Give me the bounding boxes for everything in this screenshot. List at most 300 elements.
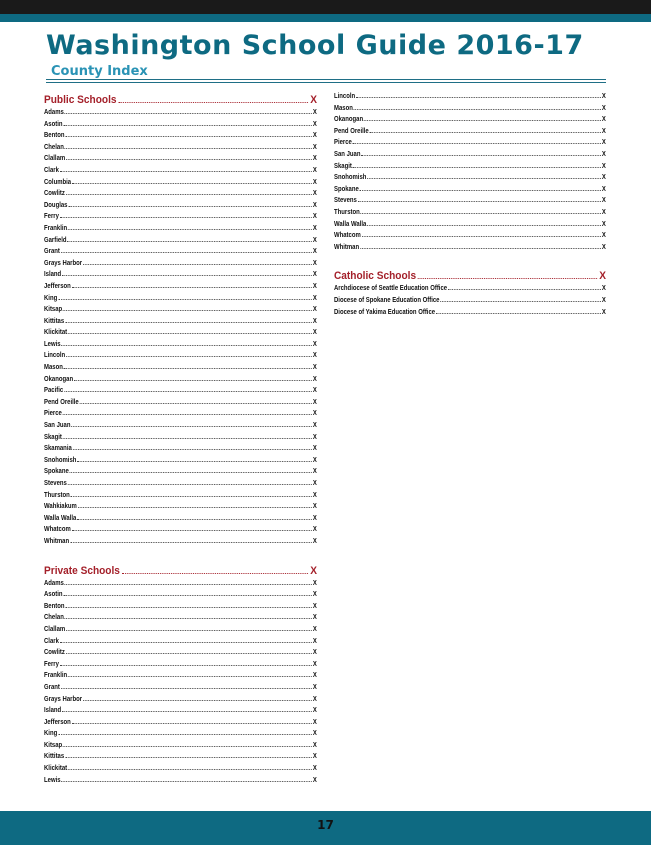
page-ref: X	[312, 602, 317, 610]
county-name: Archdiocese of Seattle Education Office	[334, 285, 448, 293]
county-entry	[44, 386, 317, 398]
county-entry	[334, 284, 606, 296]
dot-leader	[60, 166, 312, 172]
dot-leader	[436, 308, 601, 314]
page-ref: X	[312, 271, 317, 279]
county-entry	[44, 351, 317, 363]
county-name: Skagit	[334, 162, 352, 170]
county-name: Walla Walla	[334, 220, 367, 228]
county-name: Benton	[44, 602, 65, 610]
page-ref: X	[312, 340, 317, 348]
page-ref: X	[312, 741, 317, 749]
county-entry	[44, 247, 317, 259]
county-entry	[44, 660, 317, 672]
county-name: Franklin	[44, 224, 68, 232]
dot-leader	[68, 224, 312, 230]
index-column-left	[44, 94, 317, 787]
county-entry	[44, 502, 317, 514]
county-name: Franklin	[44, 672, 68, 680]
dot-leader	[360, 185, 601, 191]
dot-leader	[60, 637, 312, 643]
dot-leader	[440, 296, 601, 302]
county-name: Pend Oreille	[44, 398, 79, 406]
dot-leader	[68, 671, 312, 677]
county-name: Island	[44, 707, 62, 715]
dot-leader	[354, 104, 601, 110]
dot-leader	[80, 398, 312, 404]
page-ref: X	[312, 306, 317, 314]
county-name: Ferry	[44, 213, 59, 221]
dot-leader	[58, 729, 312, 735]
county-entry	[44, 776, 317, 788]
section-page-ref: X	[599, 270, 607, 283]
county-entry	[44, 683, 317, 695]
county-entry	[44, 590, 317, 602]
dot-leader	[68, 479, 312, 485]
county-entry	[334, 296, 606, 308]
page-ref: X	[312, 178, 317, 186]
header-rule-top	[46, 79, 606, 80]
county-list	[334, 92, 606, 254]
county-entry	[44, 154, 317, 166]
page-ref: X	[312, 591, 317, 599]
dot-leader	[65, 108, 312, 114]
page-ref: X	[601, 243, 606, 251]
county-name: Clallam	[44, 155, 66, 163]
page-ref: X	[601, 93, 606, 100]
county-name: Clark	[44, 166, 59, 174]
page-ref: X	[601, 296, 606, 304]
page-ref: X	[312, 730, 317, 738]
county-name: Chelan	[44, 614, 64, 622]
section-heading	[334, 270, 606, 284]
page-ref: X	[312, 433, 317, 441]
index-column-right	[334, 92, 606, 319]
county-entry	[334, 220, 606, 232]
dot-leader	[63, 305, 312, 311]
dot-leader	[353, 162, 601, 168]
dot-leader	[72, 718, 312, 724]
county-entry	[44, 718, 317, 730]
county-name: King	[44, 294, 58, 302]
page-ref: X	[601, 104, 606, 112]
dot-leader	[64, 386, 312, 392]
page-ref: X	[312, 294, 317, 302]
page-ref: X	[312, 625, 317, 633]
dot-leader	[83, 259, 312, 265]
dot-leader	[77, 456, 312, 462]
county-entry	[44, 433, 317, 445]
index-section	[44, 94, 317, 549]
page-ref: X	[312, 248, 317, 256]
county-entry	[44, 305, 317, 317]
county-entry	[334, 243, 606, 255]
dot-leader	[448, 284, 601, 290]
top-teal-bar	[0, 14, 651, 22]
county-entry	[44, 131, 317, 143]
county-name: Snohomish	[44, 456, 77, 464]
index-section	[44, 565, 317, 788]
page-ref: X	[312, 375, 317, 383]
county-name: Clark	[44, 637, 59, 645]
dot-leader	[358, 196, 601, 202]
county-entry	[44, 224, 317, 236]
dot-leader	[77, 514, 312, 520]
page-ref: X	[312, 718, 317, 726]
header-rule-bottom	[46, 82, 606, 83]
page-ref: X	[312, 224, 317, 232]
page-ref: X	[601, 150, 606, 158]
county-entry	[334, 115, 606, 127]
dot-leader	[63, 590, 312, 596]
county-entry	[334, 138, 606, 150]
page-ref: X	[312, 649, 317, 657]
county-entry	[44, 456, 317, 468]
county-name: Lewis	[44, 340, 61, 348]
county-entry	[44, 178, 317, 190]
county-list	[44, 579, 317, 788]
page-ref: X	[312, 660, 317, 668]
county-name: Pacific	[44, 387, 64, 395]
county-entry	[44, 108, 317, 120]
page-ref: X	[601, 127, 606, 135]
dot-leader	[367, 220, 601, 226]
dot-leader	[356, 92, 601, 98]
county-name: Whatcom	[44, 526, 71, 534]
county-name: Spokane	[44, 468, 69, 476]
page-ref: X	[312, 329, 317, 337]
county-entry	[44, 328, 317, 340]
county-name: Whitman	[334, 243, 360, 251]
dot-leader	[60, 660, 312, 666]
county-entry	[44, 613, 317, 625]
dot-leader	[63, 120, 312, 126]
page-ref: X	[312, 213, 317, 221]
page-ref: X	[312, 422, 317, 430]
dot-leader	[65, 317, 312, 323]
county-name: Asotin	[44, 120, 63, 128]
dot-leader	[65, 579, 312, 585]
page-ref: X	[312, 695, 317, 703]
county-entry	[44, 671, 317, 683]
county-name: Pierce	[334, 139, 352, 147]
dot-leader	[71, 421, 312, 427]
dot-leader	[66, 189, 312, 195]
section-heading-label: Public Schools	[44, 94, 117, 106]
county-entry	[334, 185, 606, 197]
page-title: Washington School Guide 2016-17	[46, 30, 584, 61]
county-entry	[44, 479, 317, 491]
dot-leader	[362, 231, 601, 237]
county-name: Klickitat	[44, 765, 68, 773]
dot-leader	[65, 613, 312, 619]
page-ref: X	[312, 387, 317, 395]
county-entry	[44, 236, 317, 248]
page-ref: X	[312, 683, 317, 691]
dot-leader	[118, 94, 308, 103]
county-entry	[44, 525, 317, 537]
county-name: King	[44, 730, 58, 738]
county-entry	[44, 409, 317, 421]
county-name: Stevens	[44, 480, 67, 487]
county-entry	[334, 208, 606, 220]
county-name: Okanogan	[44, 375, 74, 383]
county-name: Benton	[44, 132, 65, 140]
page-ref: X	[312, 236, 317, 244]
county-name: Spokane	[334, 185, 359, 193]
county-entry	[44, 579, 317, 591]
county-entry	[334, 231, 606, 243]
page-ref: X	[312, 155, 317, 163]
county-entry	[44, 317, 317, 329]
county-name: Kittitas	[44, 753, 65, 761]
section-heading-label: Catholic Schools	[334, 270, 417, 283]
page-ref: X	[601, 162, 606, 170]
county-entry	[44, 514, 317, 526]
dot-leader	[62, 270, 312, 276]
page-ref: X	[312, 765, 317, 773]
county-entry	[44, 212, 317, 224]
page-ref: X	[312, 364, 317, 372]
county-name: Lincoln	[334, 93, 356, 100]
page-ref: X	[312, 537, 317, 545]
county-name: Walla Walla	[44, 514, 77, 522]
county-name: Island	[44, 271, 62, 279]
dot-leader	[65, 143, 312, 149]
county-name: Thurston	[44, 491, 70, 499]
page-ref: X	[312, 317, 317, 325]
page-ref: X	[601, 285, 606, 293]
county-name: Wahkiakum	[44, 503, 77, 511]
page-ref: X	[312, 282, 317, 290]
county-name: Cowlitz	[44, 649, 65, 657]
county-name: Grays Harbor	[44, 695, 83, 703]
page-number: 17	[317, 818, 334, 832]
county-name: Grant	[44, 248, 60, 256]
county-entry	[334, 173, 606, 185]
dot-leader	[60, 212, 312, 218]
county-name: Diocese of Yakima Education Office	[334, 308, 436, 316]
page-ref: X	[601, 197, 606, 205]
county-entry	[44, 270, 317, 282]
county-name: San Juan	[44, 422, 71, 430]
section-heading-label: Private Schools	[44, 564, 120, 577]
page-ref: X	[601, 208, 606, 216]
dot-leader	[65, 752, 312, 758]
county-entry	[334, 150, 606, 162]
dot-leader	[61, 776, 312, 782]
page-ref: X	[312, 259, 317, 267]
county-name: Asotin	[44, 591, 63, 599]
county-entry	[44, 363, 317, 375]
dot-leader	[66, 351, 312, 357]
county-entry	[44, 648, 317, 660]
county-entry	[44, 120, 317, 132]
county-entry	[334, 196, 606, 208]
county-entry	[44, 537, 317, 549]
dot-leader	[370, 127, 601, 133]
dot-leader	[66, 648, 312, 654]
county-entry	[44, 282, 317, 294]
county-name: Thurston	[334, 208, 360, 216]
county-entry	[44, 444, 317, 456]
county-name: Skamania	[44, 445, 72, 453]
page-ref: X	[312, 143, 317, 151]
county-entry	[44, 637, 317, 649]
dot-leader	[72, 525, 312, 531]
section-page-ref: X	[310, 94, 318, 106]
page-ref: X	[312, 514, 317, 522]
county-name: Douglas	[44, 201, 68, 209]
county-name: Adams	[44, 579, 64, 587]
county-entry	[334, 92, 606, 104]
section-heading	[44, 565, 317, 579]
county-name: Pend Oreille	[334, 127, 369, 135]
county-list	[334, 284, 606, 319]
page-ref: X	[312, 672, 317, 680]
county-name: Lincoln	[44, 352, 66, 360]
dot-leader	[63, 433, 312, 439]
county-name: Columbia	[44, 178, 72, 186]
page-ref: X	[601, 185, 606, 193]
page-ref: X	[312, 579, 317, 587]
county-name: Stevens	[334, 197, 357, 205]
county-name: Mason	[44, 364, 63, 372]
county-name: Diocese of Spokane Education Office	[334, 296, 440, 304]
dot-leader	[68, 328, 312, 334]
page-ref: X	[312, 707, 317, 715]
county-name: Pierce	[44, 410, 62, 418]
page-ref: X	[312, 201, 317, 209]
county-entry	[44, 398, 317, 410]
page-ref: X	[312, 526, 317, 534]
page-ref: X	[312, 132, 317, 140]
county-name: Grant	[44, 683, 60, 691]
dot-leader	[68, 764, 312, 770]
county-name: Snohomish	[334, 174, 367, 182]
page-ref: X	[601, 308, 606, 316]
dot-leader	[63, 409, 312, 415]
dot-leader	[78, 502, 312, 508]
page-ref: X	[312, 398, 317, 406]
page-ref: X	[312, 614, 317, 622]
county-entry	[334, 308, 606, 320]
county-entry	[44, 143, 317, 155]
county-entry	[44, 695, 317, 707]
dot-leader	[72, 178, 312, 184]
county-name: Whatcom	[334, 232, 361, 240]
county-entry	[44, 189, 317, 201]
county-name: Okanogan	[334, 116, 364, 124]
page-ref: X	[601, 116, 606, 124]
county-entry	[44, 764, 317, 776]
dot-leader	[418, 270, 597, 279]
county-list	[44, 108, 317, 549]
county-entry	[44, 375, 317, 387]
county-name: Jefferson	[44, 718, 71, 726]
county-entry	[44, 201, 317, 213]
index-section	[334, 92, 606, 254]
dot-leader	[61, 247, 312, 253]
dot-leader	[360, 243, 601, 249]
county-entry	[44, 491, 317, 503]
county-name: Ferry	[44, 660, 59, 668]
page-ref: X	[312, 190, 317, 198]
county-entry	[44, 602, 317, 614]
page-ref: X	[312, 491, 317, 499]
page-ref: X	[312, 445, 317, 453]
page-ref: X	[312, 480, 317, 487]
county-entry	[44, 340, 317, 352]
dot-leader	[361, 208, 601, 214]
county-name: San Juan	[334, 150, 361, 158]
page-ref: X	[312, 637, 317, 645]
page-ref: X	[312, 468, 317, 476]
county-name: Adams	[44, 109, 64, 116]
dot-leader	[361, 150, 601, 156]
dot-leader	[74, 375, 312, 381]
section-heading	[44, 94, 317, 108]
dot-leader	[364, 115, 601, 121]
dot-leader	[68, 201, 312, 207]
county-name: Cowlitz	[44, 190, 65, 198]
dot-leader	[367, 173, 601, 179]
dot-leader	[72, 282, 312, 288]
county-name: Grays Harbor	[44, 259, 83, 267]
county-name: Skagit	[44, 433, 62, 441]
county-name: Chelan	[44, 143, 64, 151]
county-name: Whitman	[44, 537, 70, 545]
page-ref: X	[312, 753, 317, 761]
dot-leader	[61, 340, 312, 346]
page-ref: X	[601, 232, 606, 240]
county-name: Clallam	[44, 625, 66, 633]
county-entry	[44, 259, 317, 271]
page-ref: X	[312, 503, 317, 511]
dot-leader	[67, 236, 312, 242]
page-ref: X	[312, 456, 317, 464]
county-name: Klickitat	[44, 329, 68, 337]
page-ref: X	[312, 352, 317, 360]
page-ref: X	[601, 174, 606, 182]
page-ref: X	[601, 220, 606, 228]
county-entry	[44, 706, 317, 718]
county-entry	[44, 421, 317, 433]
dot-leader	[63, 741, 312, 747]
dot-leader	[71, 491, 312, 497]
county-name: Mason	[334, 104, 353, 112]
county-entry	[44, 294, 317, 306]
dot-leader	[62, 706, 312, 712]
county-name: Kitsap	[44, 306, 63, 314]
county-name: Kitsap	[44, 741, 63, 749]
county-entry	[44, 752, 317, 764]
county-name: Garfield	[44, 236, 67, 244]
dot-leader	[70, 537, 312, 543]
page-ref: X	[312, 166, 317, 174]
county-entry	[44, 625, 317, 637]
dot-leader	[66, 625, 312, 631]
county-entry	[334, 162, 606, 174]
county-entry	[44, 166, 317, 178]
page-ref: X	[601, 139, 606, 147]
dot-leader	[70, 467, 312, 473]
dot-leader	[58, 294, 312, 300]
page-ref: X	[312, 410, 317, 418]
dot-leader	[65, 131, 312, 137]
county-entry	[334, 104, 606, 116]
county-entry	[44, 741, 317, 753]
